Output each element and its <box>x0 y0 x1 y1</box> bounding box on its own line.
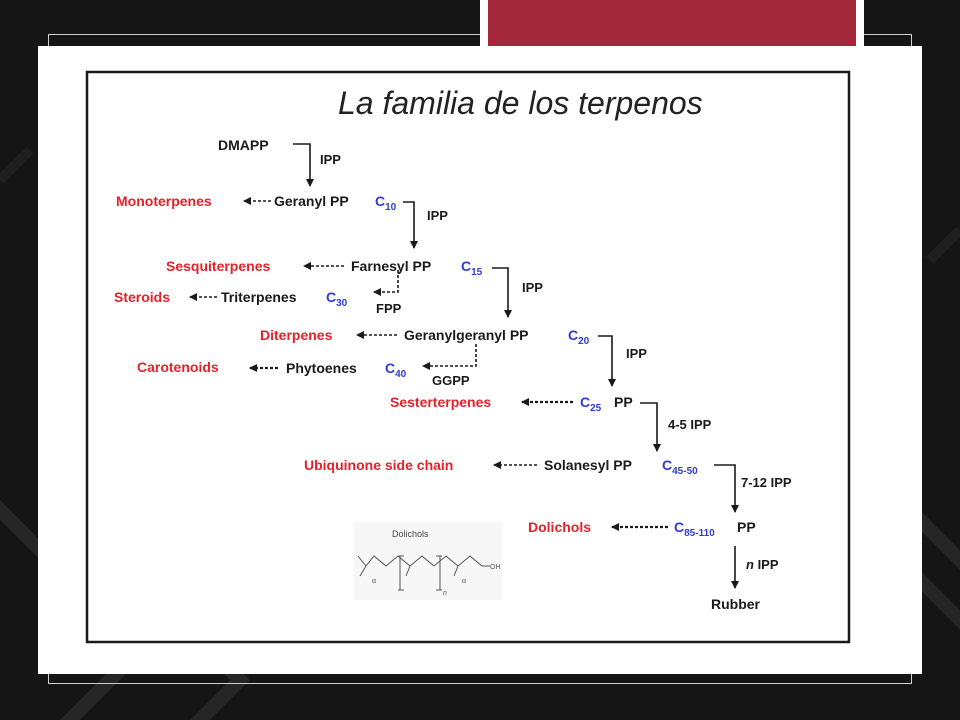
node-dmapp: DMAPP <box>218 137 269 153</box>
node-geranyl-pp: Geranyl PP <box>274 193 349 209</box>
inset-alpha-label: α <box>462 578 467 585</box>
inset-alpha-label: α <box>372 578 377 585</box>
arrow-solanesyl-c85 <box>714 465 735 512</box>
arrow-geranyl-farnesyl <box>403 202 414 248</box>
terpene-pathway-diagram <box>38 46 922 674</box>
node-triterpenes-carbon: $C_{30}$ <box>326 289 348 309</box>
edge-label-ipp: IPP <box>626 346 647 361</box>
product-diterpenes: Diterpenes <box>260 327 333 343</box>
product-sesterterpenes: Sesterterpenes <box>390 394 492 410</box>
arrow-farnesyl-ggpp <box>492 268 508 317</box>
edge-label-ipp: IPP <box>320 152 341 167</box>
arrow-dmapp-geranyl <box>293 144 310 186</box>
edge-label-fpp: FPP <box>376 301 402 316</box>
edge-label-n-ipp: n IPP <box>746 557 779 572</box>
node-triterpenes: Triterpenes <box>221 289 297 305</box>
node-phytoenes-carbon: $C_{40}$ <box>385 360 407 380</box>
node-farnesyl-carbon: $C_{15}$ <box>461 258 483 278</box>
node-geranylgeranyl-carbon: $C_{20}$ <box>568 327 590 347</box>
node-geranylgeranyl-pp: Geranylgeranyl PP <box>404 327 529 343</box>
product-ubiquinone-side-chain: Ubiquinone side chain <box>304 457 454 473</box>
edge-label-7-12-ipp: 7-12 IPP <box>741 475 792 490</box>
arrow-c25-solanesyl <box>640 403 657 451</box>
edge-label-ipp: IPP <box>427 208 448 223</box>
arrow-ggpp-c25 <box>598 336 612 386</box>
edge-label-ipp: IPP <box>522 280 543 295</box>
product-monoterpenes: Monoterpenes <box>116 193 212 209</box>
node-geranyl-carbon: $C_{10}$ <box>375 193 397 213</box>
edge-label-ggpp: GGPP <box>432 373 470 388</box>
node-phytoenes: Phytoenes <box>286 360 357 376</box>
node-solanesyl-carbon: $C_{45-50}$ <box>662 457 698 477</box>
node-solanesyl-pp: Solanesyl PP <box>544 457 632 473</box>
edge-label-4-5-ipp: 4-5 IPP <box>668 417 712 432</box>
product-sesquiterpenes: Sesquiterpenes <box>166 258 271 274</box>
product-dolichols: Dolichols <box>528 519 592 535</box>
diagram-title: La familia de los terpenos <box>338 85 703 121</box>
node-c85-carbon: $C_{85-110}$ <box>674 519 715 539</box>
node-c85-pp: PP <box>737 519 756 535</box>
node-rubber: Rubber <box>711 596 760 612</box>
inset-oh-label: OH <box>490 564 501 571</box>
dolichol-structure-inset <box>354 522 502 600</box>
node-farnesyl-pp: Farnesyl PP <box>351 258 432 274</box>
inset-title: Dolichols <box>392 529 429 539</box>
accent-header-bar <box>488 0 856 48</box>
product-carotenoids: Carotenoids <box>137 359 219 375</box>
node-c25-carbon: $C_{25}$ <box>580 394 602 414</box>
arrow-ggpp-phytoenes <box>423 344 476 366</box>
slide-card <box>38 46 922 674</box>
node-c25-pp: PP <box>614 394 633 410</box>
inset-n-label: n <box>443 590 447 597</box>
product-steroids: Steroids <box>114 289 171 305</box>
